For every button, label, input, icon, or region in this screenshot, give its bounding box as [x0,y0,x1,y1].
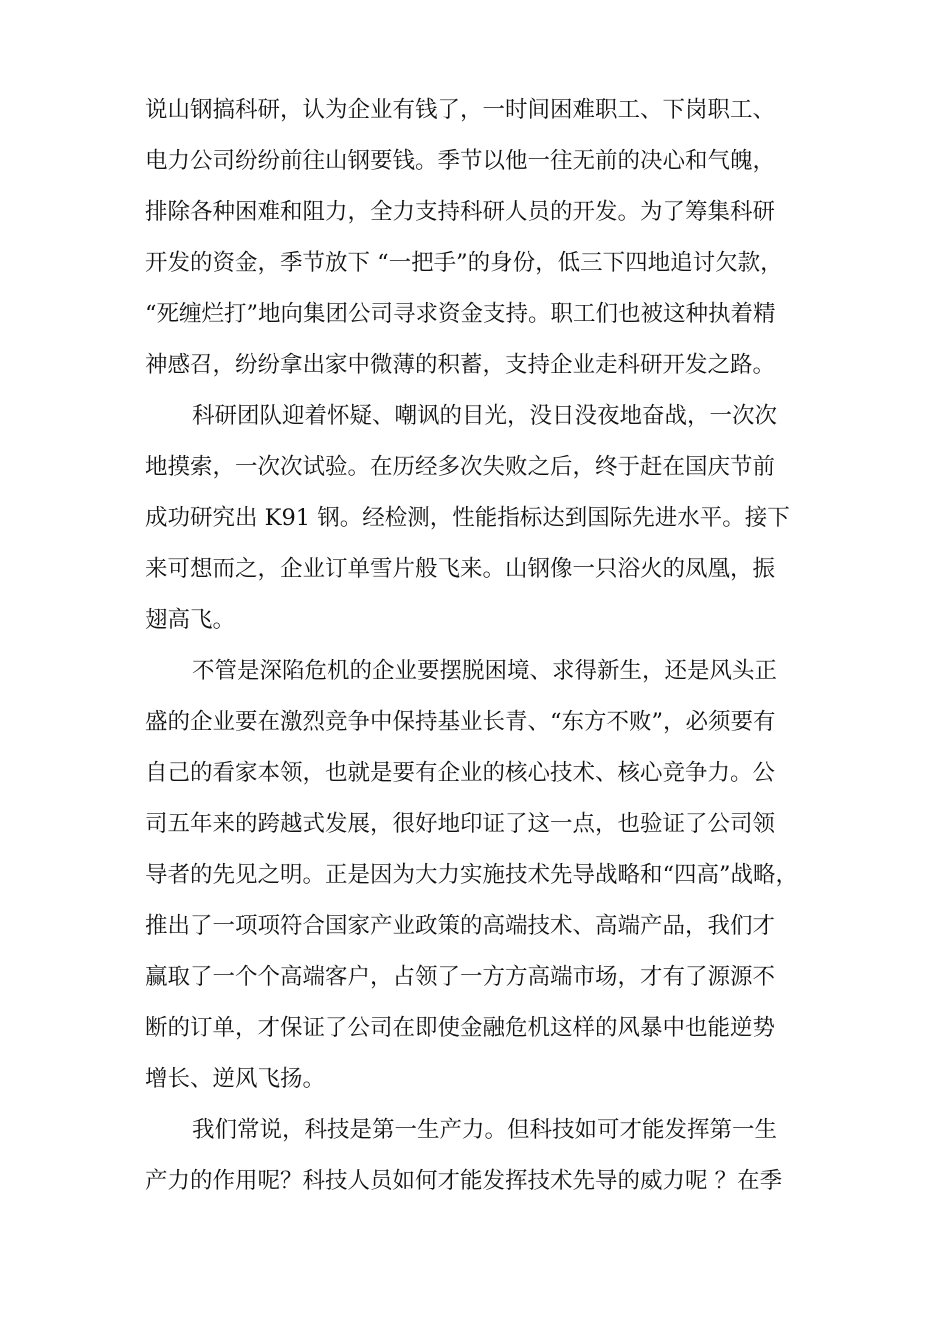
text-line: 导者的先见之明。正是因为大力实施技术先导战略和“四高”战略， [145,862,799,888]
paragraph-first-line: 不管是深陷危机的企业要摆脱困境、求得新生，还是风头正 [192,658,778,684]
text-line: 产力的作用呢？科技人员如何才能发挥技术先导的威力呢 ？在季 [145,1168,783,1194]
text-line: 开发的资金，季节放下 “一把手”的身份，低三下四地追讨欠款， [145,250,783,276]
paragraph-first-line: 科研团队迎着怀疑、嘲讽的目光，没日没夜地奋战，一次次 [192,403,778,429]
text-line: 增长、逆风飞扬。 [145,1066,326,1092]
text-line: 断的订单，才保证了公司在即使金融危机这样的风暴中也能逆势 [145,1015,776,1041]
text-line: 地摸索，一次次试验。在历经多次失败之后，终于赶在国庆节前 [145,454,776,480]
text-line: 成功研究出 K91 钢。经检测，性能指标达到国际先进水平。接下 [145,505,790,531]
text-line: 电力公司纷纷前往山钢要钱。季节以他一往无前的决心和气魄， [145,148,776,174]
paragraph-first-line: 我们常说，科技是第一生产力。但科技如可才能发挥第一生 [192,1117,778,1143]
text-line: 盛的企业要在激烈竞争中保持基业长青、“东方不败”，必须要有 [145,709,776,735]
text-line: 排除各种困难和阻力，全力支持科研人员的开发。为了筹集科研 [145,199,776,225]
text-line: 来可想而之，企业订单雪片般飞来。山钢像一只浴火的凤凰，振 [145,556,776,582]
text-line: 司五年来的跨越式发展，很好地印证了这一点，也验证了公司领 [145,811,776,837]
text-line: 翅高飞。 [145,607,236,633]
text-line: 说山钢搞科研，认为企业有钱了，一时间困难职工、下岗职工、 [145,97,776,123]
text-line: 赢取了一个个高端客户，占领了一方方高端市场，才有了源源不 [145,964,776,990]
text-line: 推出了一项项符合国家产业政策的高端技术、高端产品，我们才 [145,913,776,939]
text-line: “死缠烂打”地向集团公司寻求资金支持。职工们也被这种执着精 [145,301,776,327]
text-line: 神感召，纷纷拿出家中微薄的积蓄，支持企业走科研开发之路。 [145,352,776,378]
text-line: 自己的看家本领，也就是要有企业的核心技术、核心竞争力。公 [145,760,776,786]
